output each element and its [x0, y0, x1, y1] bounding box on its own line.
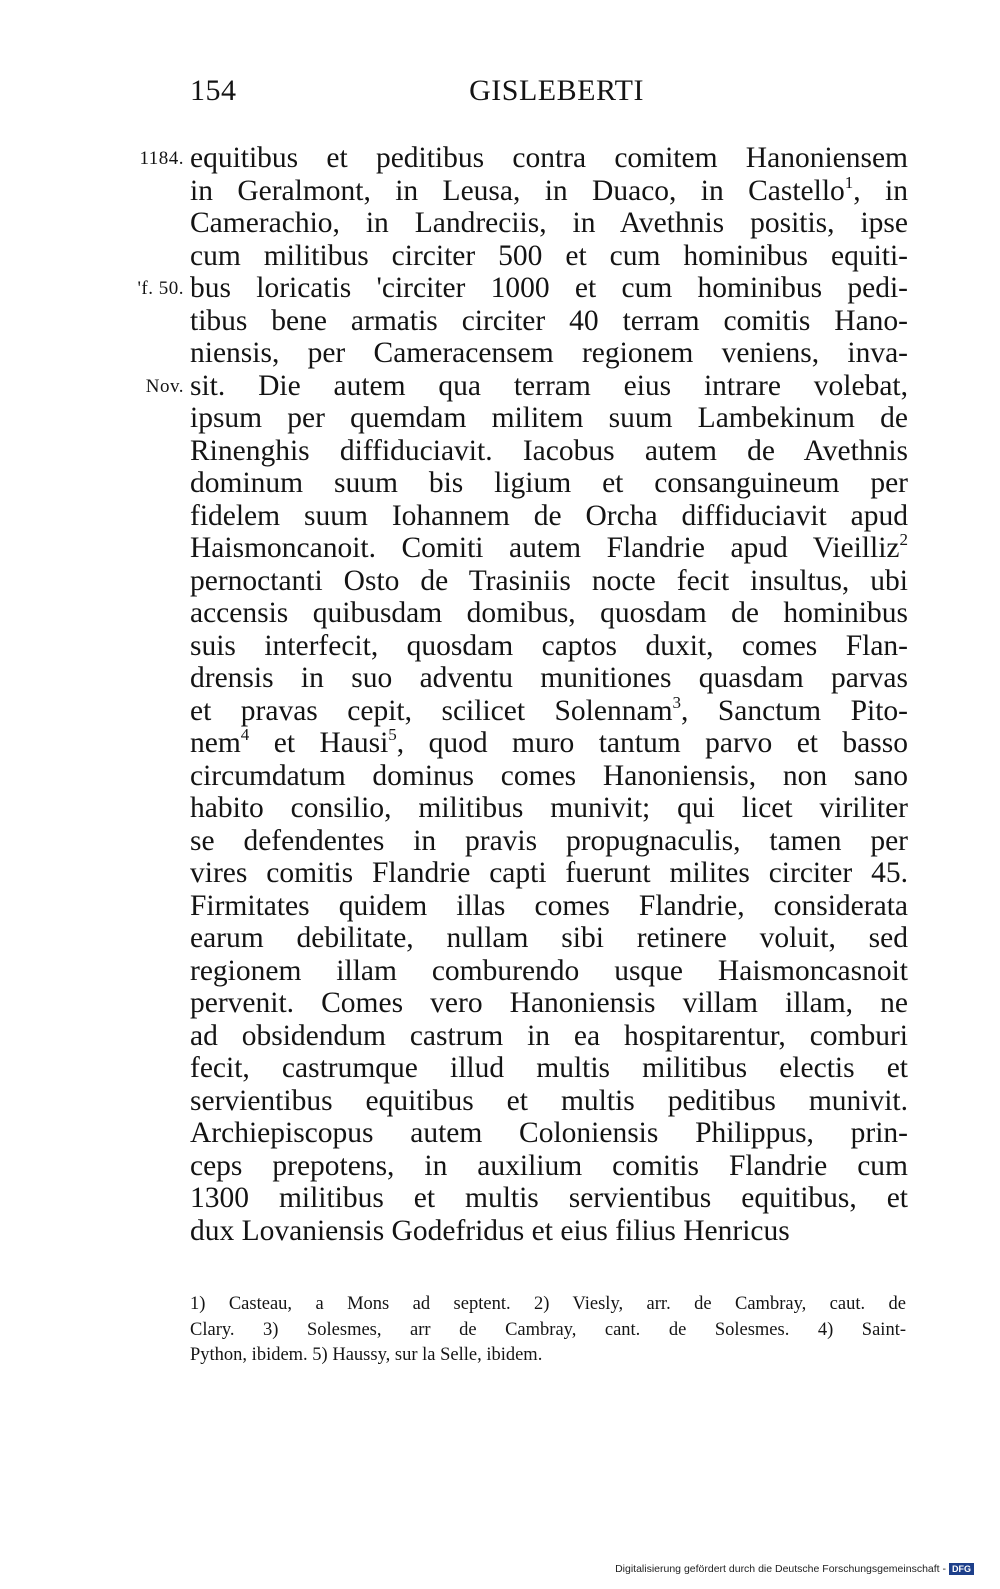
- text-line: 'f. 50. bus loricatis 'circiter 1000 et cum hominibus pedi-: [137, 272, 908, 304]
- margin-folio: 'f. 50.: [137, 278, 184, 299]
- margin-month: Nov.: [145, 375, 184, 397]
- text-line: in Geralmont, in Leusa, in Duaco, in Castello$^1$, in: [190, 172, 908, 207]
- footnote-ref: 4: [240, 725, 250, 744]
- text-line: fecit, castrumque illud multis militibus electis et: [190, 1052, 908, 1084]
- text-line: accensis quibusdam domibus, quosdam de hominibus: [190, 597, 908, 629]
- text-line: cum militibus circiter 500 et cum hominibus equiti-: [190, 239, 908, 272]
- text-line: tibus bene armatis circiter 40 terram comitis Hano-: [190, 304, 908, 337]
- text-line: suis interfecit, quosdam captos duxit, comes Flan-: [190, 629, 908, 662]
- text-line: Rinenghis diffiduciavit. Iacobus autem de Avethnis: [190, 434, 908, 467]
- digitization-credit: [615, 1563, 974, 1575]
- text-line: ad obsidendum castrum in ea hospitarentur, comburi: [190, 1019, 908, 1052]
- text-line: 1184. equitibus et peditibus contra comitem Hanoniensem: [139, 142, 908, 174]
- text-line: se defendentes in pravis propugnaculis, tamen per: [190, 824, 908, 857]
- text-line: servientibus equitibus et multis peditibus munivit.: [190, 1084, 908, 1117]
- text-line: Nov. sit. Die autem qua terram eius intrare volebat,: [145, 369, 908, 402]
- text-line: habito consilio, militibus munivit; qui licet viriliter: [190, 792, 908, 824]
- text-line: dominum suum bis ligium et consanguineum per: [190, 467, 908, 499]
- page-number: 154: [190, 74, 237, 107]
- text-line: Haismoncanoit. Comiti autem Flandrie apud Vieilliz$^2$: [190, 530, 908, 564]
- main-text: [137, 142, 908, 1247]
- text-line: 1300 militibus et multis servientibus equitibus, et: [190, 1182, 908, 1214]
- text-line: circumdatum dominus comes Hanoniensis, non sano: [190, 759, 908, 792]
- text-line: Archiepiscopus autem Coloniensis Philippus, prin-: [190, 1117, 908, 1149]
- text-line: ipsum per quemdam militem suum Lambekinum de: [190, 402, 908, 434]
- text-line: drensis in suo adventu munitiones quasdam parvas: [190, 662, 908, 694]
- text-line: vires comitis Flandrie capti fuerunt milites circiter 45.: [190, 857, 908, 889]
- text-line: pernoctanti Osto de Trasiniis nocte fecit insultus, ubi: [190, 564, 908, 597]
- dfg-logo: DFG: [949, 1563, 974, 1575]
- text-line: Firmitates quidem illas comes Flandrie, considerata: [190, 889, 908, 922]
- footnote-line: 1) Casteau, a Mons ad septent. 2) Viesly, arr. de Cambray, caut. de: [190, 1294, 906, 1314]
- page-header: [190, 74, 644, 114]
- text-line: regionem illam comburendo usque Haismoncasnoit: [190, 954, 908, 987]
- running-title: GISLEBERTI: [469, 74, 644, 107]
- text-line: earum debilitate, nullam sibi retinere voluit, sed: [190, 922, 908, 954]
- footnote-ref: 1: [844, 172, 854, 192]
- credit-text: Digitalisierung gefördert durch die Deutsche Forschungsgemeinschaft -: [615, 1563, 946, 1575]
- text-line: Camerachio, in Landreciis, in Avethnis positis, ipse: [190, 207, 908, 239]
- footnote-ref: 5: [388, 725, 397, 744]
- text-line: fidelem suum Iohannem de Orcha diffiduciavit apud: [190, 499, 908, 532]
- footnote-line: Clary. 3) Solesmes, arr de Cambray, cant. de Solesmes. 4) Saint-: [190, 1319, 906, 1340]
- text-line: pervenit. Comes vero Hanoniensis villam illam, ne: [190, 987, 908, 1019]
- text-line: nem$^4$ et Hausi$^5$, quod muro tantum parvo et basso: [190, 725, 908, 759]
- text-line: niensis, per Cameracensem regionem veniens, inva-: [190, 337, 908, 369]
- footnote-line: Python, ibidem. 5) Haussy, sur la Selle, ibidem.: [190, 1345, 543, 1365]
- margin-year: 1184.: [139, 148, 184, 169]
- footnote-ref: 3: [672, 692, 682, 712]
- footnote-ref: 2: [899, 530, 908, 549]
- text-line: ceps prepotens, in auxilium comitis Flandrie cum: [190, 1149, 908, 1182]
- text-line: et pravas cepit, scilicet Solennam$^3$, Sanctum Pito-: [190, 692, 908, 727]
- footnotes: [190, 1292, 906, 1369]
- text-line: dux Lovaniensis Godefridus et eius filius Henricus: [190, 1214, 790, 1247]
